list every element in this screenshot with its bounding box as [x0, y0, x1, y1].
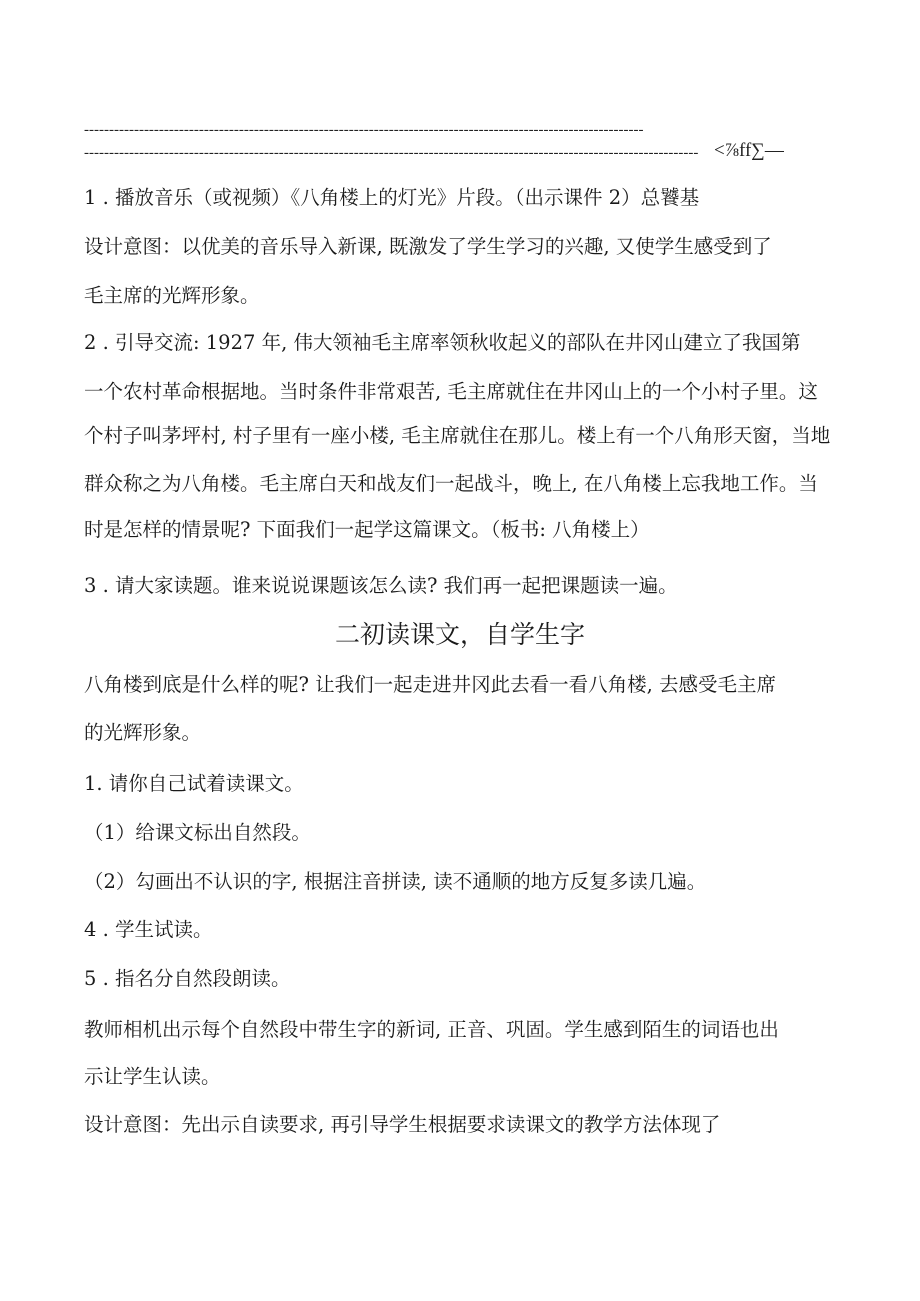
- step-1-paragraph: [84, 180, 844, 216]
- text-line: 的光辉形象。: [84, 721, 202, 744]
- separator-dashes-1: ----------------------------------------------------------------------------------------------------------------: [84, 122, 644, 138]
- text-line: 示让学生认读。: [84, 1065, 221, 1088]
- step-3-paragraph: [84, 568, 844, 604]
- step-4-paragraph: [84, 912, 844, 948]
- text-line: 3 . 请大家读题。谁来说说课题该怎么读? 我们再一起把课题读一遍。: [84, 574, 678, 597]
- text-line: 毛主席的光辉形象。: [84, 284, 260, 307]
- intro-paragraph: [84, 667, 844, 751]
- text-line: （1）给课文标出自然段。: [84, 821, 311, 844]
- text-line: 5 . 指名分自然段朗读。: [84, 967, 291, 990]
- sub-step-1-paragraph: [84, 815, 844, 851]
- step-5-paragraph: [84, 961, 844, 997]
- step-1-read-paragraph: [84, 766, 844, 802]
- separator-dashes-2: ---------------------------------------------------------------------------------------------------------------------------: [84, 145, 699, 161]
- text-line: 一个农村革命根据地。当时条件非常艰苦, 毛主席就住在井冈山上的一个小村子里。这: [84, 380, 818, 403]
- text-line: 群众称之为八角楼。毛主席白天和战友们一起战斗，晚上, 在八角楼上忘我地工作。当: [84, 472, 818, 495]
- text-line: （2）勾画出不认识的字, 根据注音拼读, 读不通顺的地方反复多读几遍。: [84, 870, 707, 893]
- teacher-note-paragraph: [84, 1012, 844, 1095]
- step-2-paragraph: [84, 325, 844, 548]
- separator-tail-glyphs: <⅞ff∑—: [714, 140, 784, 161]
- design-intent-paragraph-2: [84, 1107, 844, 1143]
- text-line: 设计意图：以优美的音乐导入新课, 既激发了学生学习的兴趣, 又使学生感受到了: [84, 235, 772, 258]
- text-line: 设计意图：先出示自读要求, 再引导学生根据要求读课文的教学方法体现了: [84, 1113, 721, 1136]
- text-line: 个村子叫茅坪村, 村子里有一座小楼, 毛主席就住在那儿。楼上有一个八角形天窗，当地: [84, 424, 831, 447]
- text-line: 教师相机出示每个自然段中带生字的新词, 正音、巩固。学生感到陌生的词语也出: [84, 1018, 779, 1041]
- text-line: 1 . 播放音乐（或视频）《八角楼上的灯光》片段。（出示课件 2）总饕基: [84, 186, 700, 209]
- text-line: 八角楼到底是什么样的呢? 让我们一起走进井冈此去看一看八角楼, 去感受毛主席: [84, 673, 777, 696]
- text-line: 时是怎样的情景呢? 下面我们一起学这篇课文。（板书: 八角楼上）: [84, 518, 650, 541]
- section-heading: 二初读课文，自学生字: [334, 620, 585, 649]
- design-intent-paragraph-1: [84, 229, 844, 314]
- text-line: 4 . 学生试读。: [84, 918, 213, 941]
- sub-step-2-paragraph: [84, 864, 844, 900]
- text-line: 1. 请你自己试着读课文。: [84, 772, 304, 795]
- text-line: 2 . 引导交流: 1927 年, 伟大领袖毛主席率领秋收起义的部队在井冈山建立了我国第: [84, 331, 801, 354]
